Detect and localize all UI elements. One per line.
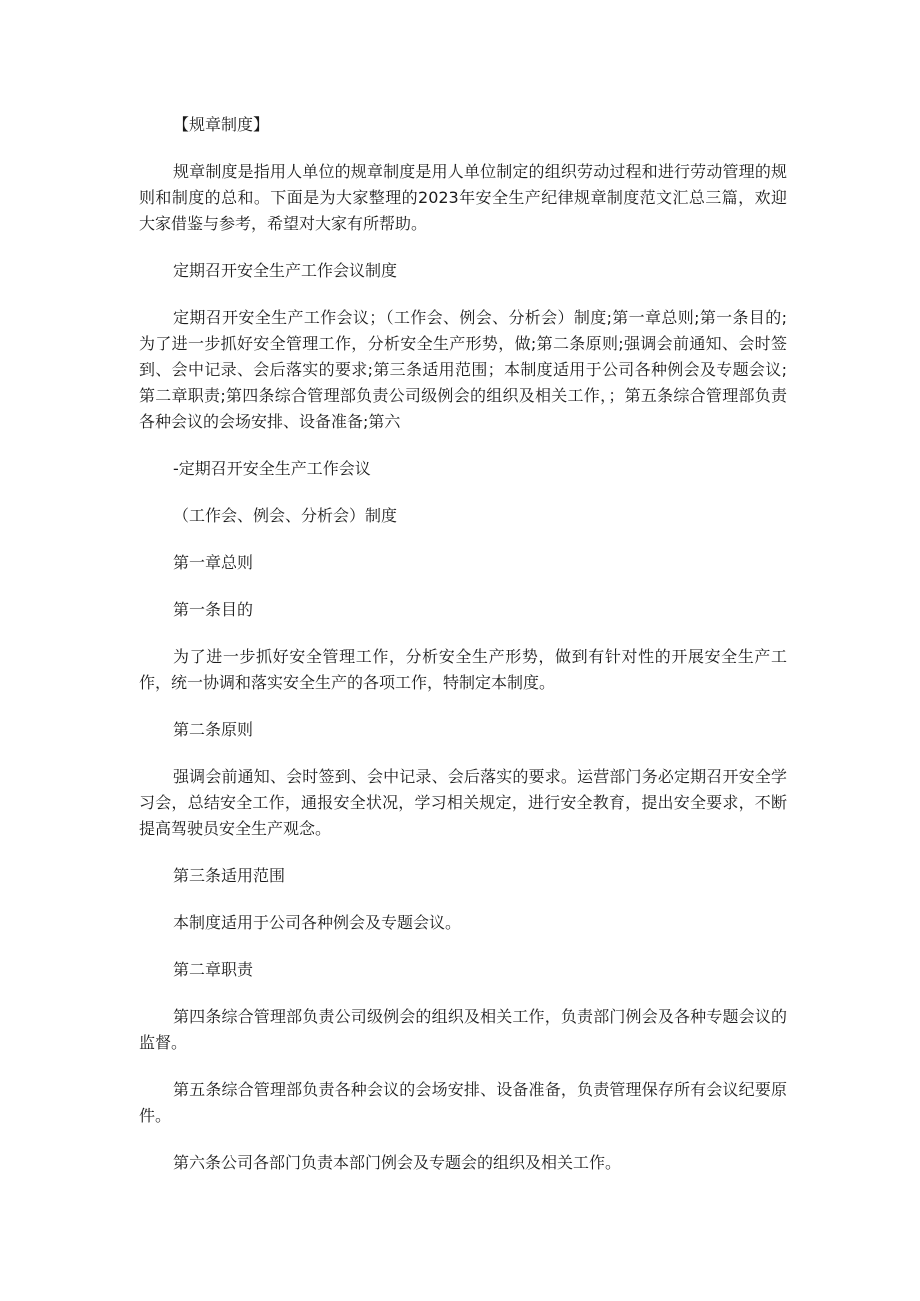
article-body: 第五条综合管理部负责各种会议的会场安排、设备准备，负责管理保存所有会议纪要原件。 (139, 1080, 787, 1125)
document-title: 定期召开安全生产工作会议制度 (173, 261, 398, 280)
article-body: 第四条综合管理部负责公司级例会的组织及相关工作，负责部门例会及各种专题会议的监督。 (139, 1007, 787, 1052)
regulation-subtitle: （工作会、例会、分析会）制度 (173, 506, 398, 525)
article-body: 为了进一步抓好安全管理工作，分析安全生产形势，做到有针对性的开展安全生产工作，统一协调和落实安全生产的各项工作，特制定本制度。 (139, 647, 787, 692)
chapter-heading: 第二章职责 (173, 960, 254, 979)
chapter-heading: 第一章总则 (173, 553, 254, 572)
article-body: 强调会前通知、会时签到、会中记录、会后落实的要求。运营部门务必定期召开安全学习会，总结安全工作，通报安全状况，学习相关规定，进行安全教育，提出安全要求，不断提高驾驶员安全生产观念。 (139, 767, 787, 838)
article-body: 第六条公司各部门负责本部门例会及专题会的组织及相关工作。 (173, 1153, 622, 1172)
document-body (139, 112, 787, 1197)
summary-paragraph: 定期召开安全生产工作会议；（工作会、例会、分析会）制度;第一章总则;第一条目的;为了进一步抓好安全管理工作，分析安全生产形势，做;第二条原则;强调会前通知、会时签到、会中记录、会后落实的要求;第三条适用范围；本制度适用于公司各种例会及专题会议;第二章职责;第四条综合管理部负责公司级例会的组织及相关工作，；第五条综合管理部负责各种会议的会场安排、设备准备;第六 (139, 308, 787, 431)
article-heading: 第一条目的 (173, 600, 254, 619)
intro-paragraph: 规章制度是指用人单位的规章制度是用人单位制定的组织劳动过程和进行劳动管理的规则和制度的总和。下面是为大家整理的2023年安全生产纪律规章制度范文汇总三篇，欢迎大家借鉴与参考，希望对大家有所帮助。 (139, 162, 787, 233)
article-heading: 第二条原则 (173, 720, 254, 739)
regulation-title: -定期召开安全生产工作会议 (173, 459, 371, 478)
section-tag: 【规章制度】 (173, 115, 270, 134)
article-heading: 第三条适用范围 (173, 866, 286, 885)
article-body: 本制度适用于公司各种例会及专题会议。 (173, 913, 462, 932)
